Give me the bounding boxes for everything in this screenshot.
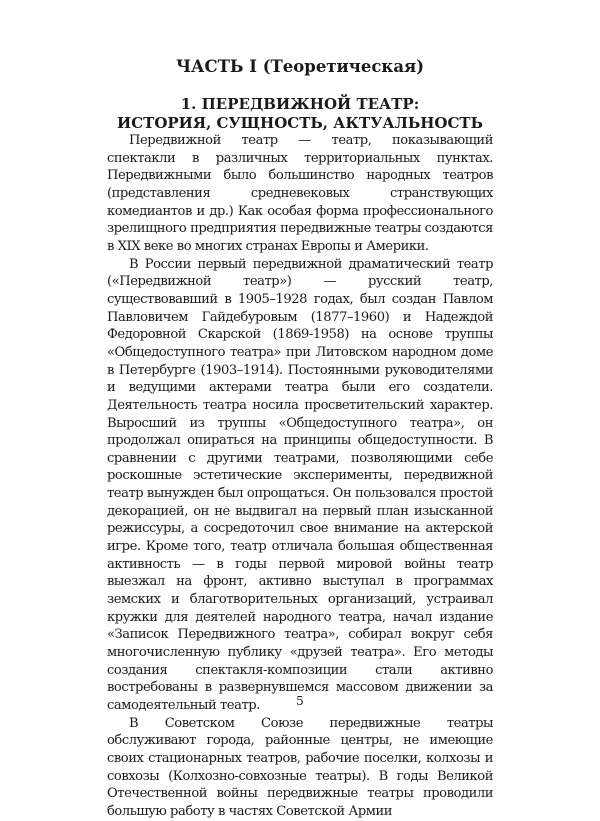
part-title: ЧАСТЬ I (Теоретическая) bbox=[175, 57, 425, 76]
body-text bbox=[107, 132, 493, 821]
paragraph: Передвижной театр — театр, показывающий спектакли в различных территориальных пунктах. Передвижными было большинство народных театров (представления средневековых странствующих комедиантов и др.) Как особая форма профессионального зрелищного предприятия передвижные театры создаются в XIX веке во многих странах Европы и Америки. bbox=[107, 133, 493, 254]
chapter-title bbox=[0, 95, 600, 133]
paragraph: В Советском Союзе передвижные театры обслуживают города, районные центры, не имеющие своих стационарных театров, рабочие поселки, колхозы и совхозы (Колхозно-совхозные театры). В годы Великой Отечественной войны передвижные театры проводили большую работу в частях Советской Армии bbox=[107, 715, 493, 819]
page-number: 5 bbox=[296, 694, 304, 708]
chapter-title-line-1: 1. ПЕРЕДВИЖНОЙ ТЕАТР: bbox=[180, 95, 420, 113]
chapter-title-line-2: ИСТОРИЯ, СУЩНОСТЬ, АКТУАЛЬНОСТЬ bbox=[117, 114, 483, 132]
paragraph: В России первый передвижной драматический театр («Передвижной театр») — русский театр, существовавший в 1905–1928 годах, был создан Павлом Павловичем Гайдебуровым (1877–1960) и Надеждой Федоровной Скарской (1869-1958) на основе труппы «Общедоступного театра» при Литовском народном доме в Петербурге (1903–1914). Постоянными руководителями и ведущими актерами театра были его создатели. Деятельность театра носила просветительский характер. Выросший из труппы «Общедоступного театра», он продолжал опираться на принципы общедоступности. В сравнении с другими театрами, позволяющими себе роскошные эстетические эксперименты, передвижной театр вынужден был опрощаться. Он пользовался простой декорацией, он не выдвигал на первый план изысканной режиссуры, а сосредоточил свое внимание на актерской игре. Кроме того, театр отличала большая общественная активность — в годы первой мировой войны театр выезжал на фронт, активно выступал в программах земских и благотворительных организаций, устраивал кружки для деятелей народного театра, начал издание «Записок Передвижного театра», собирал вокруг себя многочисленную публику «друзей театра». Его методы создания спектакля-композиции стали активно востребованы в развернувшемся массовом движении за самодеятельный театр. bbox=[107, 256, 493, 713]
